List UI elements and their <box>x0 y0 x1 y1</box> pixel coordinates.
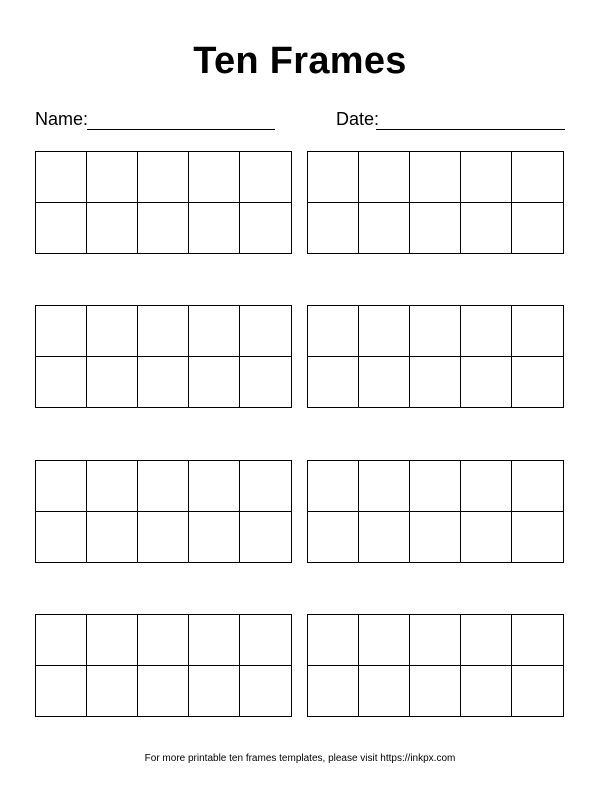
ten-frame-4 <box>307 305 564 408</box>
ten-frame-cell <box>87 152 138 203</box>
ten-frame-cell <box>461 512 512 563</box>
ten-frame-cell <box>512 306 563 357</box>
ten-frame-cell <box>410 461 461 512</box>
ten-frame-3 <box>35 305 292 408</box>
ten-frame-cell <box>189 306 240 357</box>
ten-frame-cell <box>240 203 291 254</box>
ten-frame-cell <box>138 615 189 666</box>
ten-frame-1 <box>35 151 292 254</box>
ten-frame-cell <box>308 512 359 563</box>
ten-frame-cell <box>410 666 461 717</box>
ten-frame-cell <box>359 306 410 357</box>
ten-frame-cell <box>240 615 291 666</box>
ten-frame-cell <box>36 666 87 717</box>
ten-frame-6 <box>307 460 564 563</box>
ten-frame-cell <box>189 461 240 512</box>
ten-frame-cell <box>410 203 461 254</box>
footer-note: For more printable ten frames templates, please visit https://inkpx.com <box>144 753 456 764</box>
ten-frame-cell <box>240 152 291 203</box>
ten-frame-cell <box>189 512 240 563</box>
ten-frame-cell <box>410 152 461 203</box>
ten-frame-cell <box>308 666 359 717</box>
ten-frame-7 <box>35 614 292 717</box>
name-label: Name: <box>35 109 89 129</box>
ten-frame-cell <box>308 203 359 254</box>
ten-frame-cell <box>359 512 410 563</box>
ten-frame-cell <box>240 512 291 563</box>
ten-frame-cell <box>189 615 240 666</box>
ten-frame-cell <box>461 203 512 254</box>
ten-frame-cell <box>410 306 461 357</box>
ten-frame-cell <box>87 461 138 512</box>
ten-frame-cell <box>359 615 410 666</box>
ten-frame-cell <box>138 512 189 563</box>
ten-frame-cell <box>138 666 189 717</box>
ten-frame-cell <box>461 666 512 717</box>
ten-frame-cell <box>359 203 410 254</box>
ten-frame-cell <box>36 152 87 203</box>
ten-frame-cell <box>512 461 563 512</box>
ten-frame-cell <box>461 461 512 512</box>
ten-frame-cell <box>36 615 87 666</box>
ten-frame-cell <box>189 357 240 408</box>
date-write-line <box>376 129 565 130</box>
ten-frame-cell <box>359 152 410 203</box>
ten-frame-cell <box>138 461 189 512</box>
ten-frame-cell <box>461 152 512 203</box>
ten-frame-cell <box>36 203 87 254</box>
ten-frame-cell <box>512 615 563 666</box>
ten-frame-cell <box>87 615 138 666</box>
ten-frame-cell <box>138 306 189 357</box>
ten-frame-cell <box>87 666 138 717</box>
ten-frame-cell <box>308 615 359 666</box>
ten-frame-cell <box>359 666 410 717</box>
date-label: Date: <box>336 109 380 129</box>
ten-frame-cell <box>359 357 410 408</box>
ten-frame-cell <box>512 512 563 563</box>
name-write-line <box>87 129 275 130</box>
ten-frame-cell <box>461 357 512 408</box>
ten-frame-cell <box>359 461 410 512</box>
ten-frame-cell <box>461 306 512 357</box>
ten-frame-cell <box>138 357 189 408</box>
ten-frame-cell <box>36 512 87 563</box>
ten-frame-cell <box>240 461 291 512</box>
ten-frame-5 <box>35 460 292 563</box>
ten-frame-cell <box>138 203 189 254</box>
ten-frame-2 <box>307 151 564 254</box>
ten-frame-cell <box>87 203 138 254</box>
ten-frame-cell <box>36 461 87 512</box>
name-field <box>35 108 277 132</box>
ten-frame-cell <box>410 615 461 666</box>
ten-frame-8 <box>307 614 564 717</box>
ten-frame-cell <box>240 357 291 408</box>
ten-frame-cell <box>461 615 512 666</box>
ten-frame-cell <box>240 306 291 357</box>
page-title: Ten Frames <box>193 40 407 82</box>
ten-frame-cell <box>512 152 563 203</box>
ten-frame-cell <box>189 203 240 254</box>
ten-frame-cell <box>36 306 87 357</box>
ten-frame-cell <box>410 512 461 563</box>
ten-frame-cell <box>87 306 138 357</box>
ten-frame-cell <box>410 357 461 408</box>
ten-frame-cell <box>87 357 138 408</box>
ten-frame-cell <box>308 357 359 408</box>
ten-frame-cell <box>512 666 563 717</box>
ten-frame-cell <box>87 512 138 563</box>
date-field <box>336 108 568 132</box>
ten-frame-cell <box>189 666 240 717</box>
ten-frame-cell <box>308 461 359 512</box>
ten-frame-cell <box>308 306 359 357</box>
ten-frame-cell <box>308 152 359 203</box>
ten-frame-cell <box>512 203 563 254</box>
ten-frame-cell <box>512 357 563 408</box>
ten-frame-cell <box>189 152 240 203</box>
ten-frame-cell <box>240 666 291 717</box>
ten-frame-cell <box>138 152 189 203</box>
ten-frame-cell <box>36 357 87 408</box>
